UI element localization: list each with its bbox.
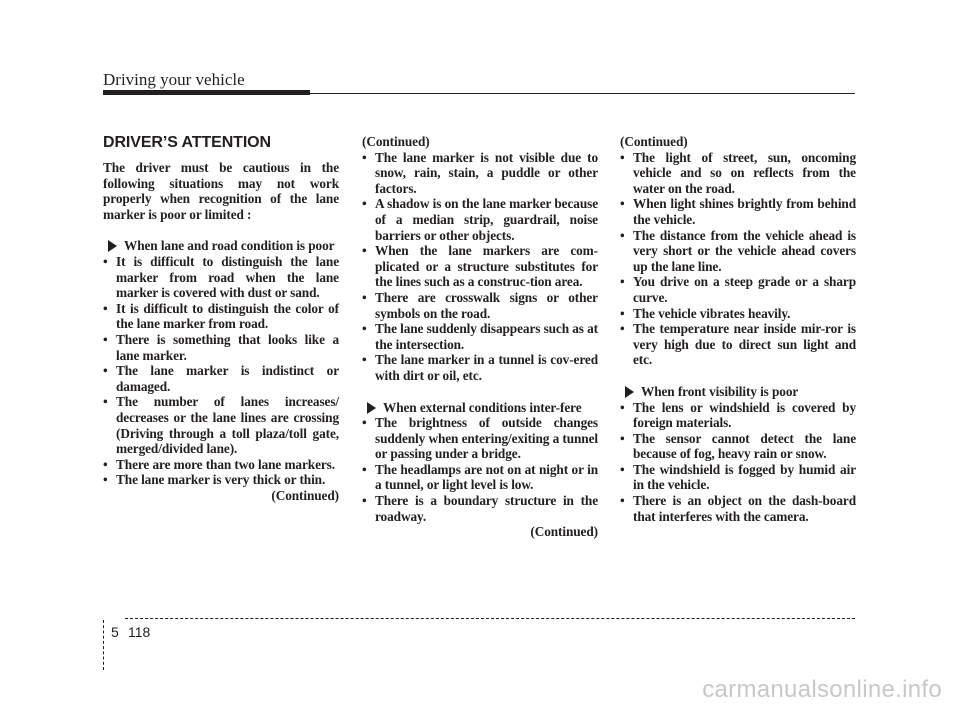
list-item: • The brightness of outside changes suddenly when entering/exiting a tunnel or passing under a bridge. <box>362 415 598 462</box>
triangle-bullet-icon <box>108 240 117 252</box>
subheading-front-visibility: When front visibility is poor <box>620 384 856 400</box>
continued-label: (Continued) <box>271 487 339 503</box>
watermark: carmanualsonline.info <box>702 676 942 703</box>
list-item: • The sensor cannot detect the lane because of fog, heavy rain or snow. <box>620 430 856 462</box>
list-item: • The lane marker is indistinct or damaged. <box>103 363 339 394</box>
column-1 <box>103 134 339 503</box>
list-lane-conditions-continued <box>362 150 598 384</box>
column-3 <box>620 134 856 524</box>
list-item: • The distance from the vehicle ahead is very short or the vehicle ahead covers up the lane line. <box>620 227 856 274</box>
list-item: • The light of street, sun, oncoming vehicle and so on reflects from the water on the road. <box>620 149 856 196</box>
continued-label: (Continued) <box>620 134 688 149</box>
list-item: • There is an object on the dash-board that interferes with the camera. <box>620 493 856 524</box>
subheading-external-conditions: When external conditions inter-fere <box>362 400 598 416</box>
intro-paragraph: The driver must be cautious in the following situations may not work properly when recognition of the lane marker is poor or limited : <box>103 160 339 222</box>
list-item: • The temperature near inside mir-ror is very high due to direct sun light and etc. <box>620 321 856 368</box>
page-number: 118 <box>128 624 151 640</box>
triangle-bullet-icon <box>367 402 376 414</box>
list-item: • There is a boundary structure in the roadway. <box>362 493 598 524</box>
chapter-number: 5 <box>111 624 119 640</box>
list-item: • The lane marker in a tunnel is cov-ered with dirt or oil, etc. <box>362 352 598 383</box>
list-external-conditions <box>362 415 598 524</box>
list-item: • The lens or windshield is covered by foreign materials. <box>620 399 856 431</box>
continued-label: (Continued) <box>530 524 598 540</box>
section-title: DRIVER’S ATTENTION <box>103 134 271 151</box>
list-external-conditions-continued <box>620 150 856 368</box>
list-item: • It is difficult to distinguish the lane marker from road when the lane marker is covered with dust or sand. <box>103 253 339 301</box>
triangle-bullet-icon <box>625 386 634 398</box>
header-rule-thick <box>103 90 310 95</box>
column-2 <box>362 134 598 540</box>
list-item: • The vehicle vibrates heavily. <box>620 305 791 321</box>
list-item: • The number of lanes increases/ decreases or the lane lines are crossing (Driving through a toll plaza/toll gate, merged/divided lane). <box>103 394 339 457</box>
list-item: • There are more than two lane markers. <box>103 456 335 472</box>
running-header: Driving your vehicle <box>103 70 245 89</box>
list-item: • The lane marker is very thick or thin. <box>103 472 326 488</box>
footer-divider <box>103 620 104 670</box>
continued-label: (Continued) <box>362 134 430 149</box>
list-item: • There are crosswalk signs or other symbols on the road. <box>362 289 598 321</box>
header-rule-thin <box>310 93 855 94</box>
footer-rule <box>125 618 855 619</box>
list-front-visibility <box>620 400 856 525</box>
list-item: • You drive on a steep grade or a sharp curve. <box>620 274 856 305</box>
list-item: • The headlamps are not on at night or in a tunnel, or light level is low. <box>362 461 598 493</box>
list-item: • When light shines brightly from behind the vehicle. <box>620 196 856 227</box>
subheading-lane-road-condition: When lane and road condition is poor <box>103 238 339 254</box>
list-item: • A shadow is on the lane marker because of a median strip, guardrail, noise barriers or other objects. <box>362 196 598 243</box>
list-item: • There is something that looks like a lane marker. <box>103 331 339 363</box>
list-item: • When the lane markers are com-plicated or a structure substitutes for the lines such as a construc-tion area. <box>362 243 598 290</box>
list-lane-road-condition <box>103 254 339 488</box>
list-item: • The lane suddenly disappears such as at the intersection. <box>362 321 598 352</box>
list-item: • The lane marker is not visible due to snow, rain, stain, a puddle or other factors. <box>362 149 598 196</box>
list-item: • The windshield is fogged by humid air in the vehicle. <box>620 461 856 493</box>
list-item: • It is difficult to distinguish the color of the lane marker from road. <box>103 300 339 332</box>
